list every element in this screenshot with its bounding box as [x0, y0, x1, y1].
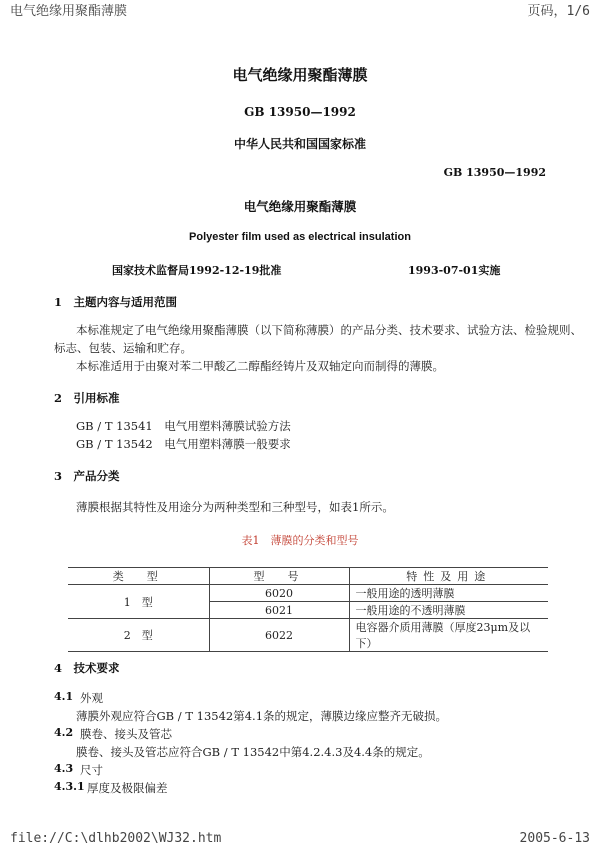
table-cell-type-2: 2 型 [68, 619, 209, 652]
section-3-heading: 3 产品分类 [54, 469, 120, 483]
section-1-heading: 1 主题内容与适用范围 [54, 295, 178, 309]
header-doc-title: 电气绝缘用聚酯薄膜 [10, 4, 128, 19]
footer-date: 2005-6-13 [519, 831, 590, 846]
table-cell-use: 一般用途的透明薄膜 [349, 585, 548, 602]
table-header-use: 特性及用途 [349, 568, 548, 585]
approval-line: 国家技术监督局1992-12-19批准 [112, 264, 282, 277]
document-title: 电气绝缘用聚酯薄膜 [232, 66, 368, 84]
table-cell-use: 一般用途的不透明薄膜 [349, 602, 548, 619]
section-4-heading: 4 技术要求 [54, 661, 120, 675]
section-4-3-1-number: 4.3.1 [54, 780, 85, 793]
table-header-type: 类 型 [68, 568, 209, 585]
table-cell-model: 6022 [209, 619, 349, 652]
standard-number: GB 13950—1992 [244, 105, 356, 119]
reference-2: GB / T 13542 电气用塑料薄膜一般要求 [76, 437, 291, 451]
table-row [68, 619, 548, 652]
section-2-heading: 2 引用标准 [54, 391, 120, 405]
header-page-label: 页码，1/6 [527, 4, 590, 19]
footer-file-path: file://C:\dlhb2002\WJ32.htm [10, 831, 222, 846]
table-header-row [68, 568, 548, 585]
section-4-2-text: 膜卷、接头及管芯应符合GB / T 13542中第4.2.4.3及4.4条的规定。 [76, 745, 430, 759]
section-4-1-text: 薄膜外观应符合GB / T 13542第4.1条的规定，薄膜边缘应整齐无破损。 [76, 709, 448, 723]
section-3-para-1: 薄膜根据其特性及用途分为两种类型和三种型号，如表1所示。 [76, 500, 394, 514]
section-4-3-number: 4.3 [54, 762, 74, 775]
classification-table [68, 567, 548, 652]
national-standard-label: 中华人民共和国国家标准 [233, 137, 366, 151]
subtitle-cn: 电气绝缘用聚酯薄膜 [243, 199, 357, 214]
section-1-para-1-line-1: 本标准规定了电气绝缘用聚酯薄膜（以下简称薄膜）的产品分类、技术要求、试验方法、检验规则、 [76, 323, 582, 337]
section-4-3-1-title: 厚度及极限偏差 [87, 781, 168, 795]
subtitle-en: Polyester film used as electrical insulation [189, 231, 411, 243]
table-cell-type-1: 1 型 [68, 585, 209, 619]
section-4-2-number: 4.2 [54, 726, 74, 739]
section-4-1-number: 4.1 [54, 690, 74, 703]
implement-line: 1993-07-01实施 [408, 264, 501, 277]
table-header-model: 型 号 [209, 568, 349, 585]
section-4-2-title: 膜卷、接头及管芯 [80, 727, 172, 741]
table-cell-model: 6020 [209, 585, 349, 602]
reference-1: GB / T 13541 电气用塑料薄膜试验方法 [76, 419, 291, 433]
standard-number-right: GB 13950—1992 [443, 166, 546, 179]
section-1-para-2: 本标准适用于由聚对苯二甲酸乙二醇酯经铸片及双轴定向而制得的薄膜。 [76, 359, 444, 373]
section-1-para-1-line-2: 标志、包装、运输和贮存。 [54, 341, 192, 355]
table-caption: 表1 薄膜的分类和型号 [241, 534, 359, 547]
table-cell-model: 6021 [209, 602, 349, 619]
section-4-3-title: 尺寸 [80, 763, 103, 777]
section-4-1-title: 外观 [80, 691, 103, 705]
table-cell-use: 电容器介质用薄膜（厚度23μm及以下） [349, 619, 548, 652]
table-row [68, 585, 548, 602]
